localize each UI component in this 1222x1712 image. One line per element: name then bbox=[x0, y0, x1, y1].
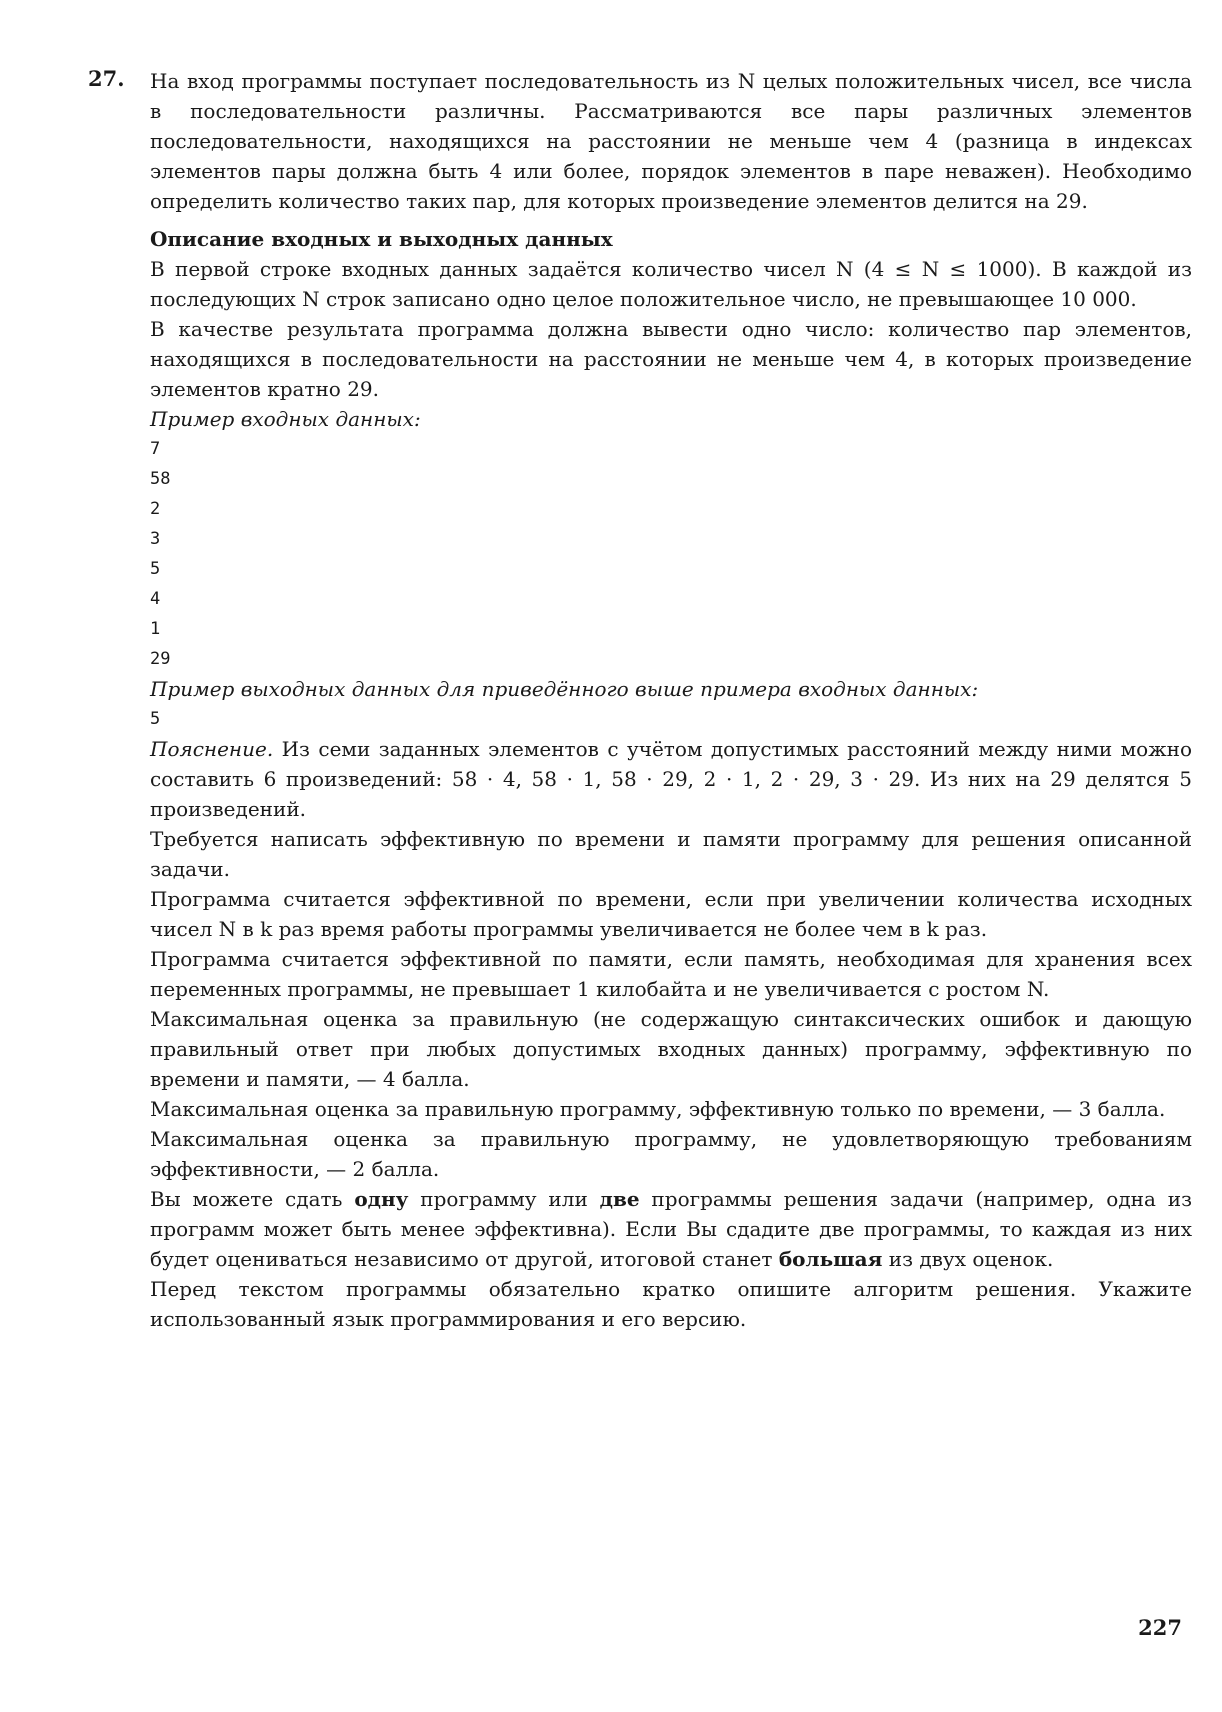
submission-rules bbox=[150, 1184, 1192, 1274]
task-content bbox=[150, 66, 1192, 1334]
requirement-memory: Программа считается эффективной по памяти, если память, необходимая для хранения всех переменных программы, не превышает 1 килобайта и не увеличивается с ростом N. bbox=[150, 947, 1192, 1001]
task-intro: На вход программы поступает последовательность из N целых положительных чисел, все числа в последовательности различны. Рассматриваются все пары различных элементов последовательности, находящихся на расстоянии не меньше чем 4 (разница в индексах элементов пары должна быть 4 или более, порядок элементов в паре неважен). Необходимо определить количество таких пар, для которых произведение элементов делится на 29. bbox=[150, 69, 1192, 213]
example-input-list bbox=[150, 434, 1192, 674]
score-4-points: Максимальная оценка за правильную (не содержащую синтаксических ошибок и дающую правильный ответ при любых допустимых входных данных) программу, эффективную по времени и памяти, — 4 балла. bbox=[150, 1007, 1192, 1091]
example-input-line: 2 bbox=[150, 499, 161, 519]
submission-emphasis: одну bbox=[354, 1187, 409, 1211]
submission-emphasis: большая bbox=[778, 1247, 883, 1271]
task-number: 27. bbox=[88, 66, 125, 91]
explanation-label: Пояснение. bbox=[150, 737, 274, 761]
submission-text: программы решения задачи (например, одна из программ может быть менее эффективна). Если Вы сдадите две программы, то каждая из них будет оцениваться независимо от другой, итоговой станет bbox=[150, 1187, 1192, 1271]
io-section-heading: Описание входных и выходных данных bbox=[150, 227, 613, 251]
example-input-line: 58 bbox=[150, 469, 171, 489]
explanation-paragraph bbox=[150, 734, 1192, 824]
score-3-points: Максимальная оценка за правильную программу, эффективную только по времени, — 3 балла. bbox=[150, 1097, 1166, 1121]
score-2-points: Максимальная оценка за правильную программу, не удовлетворяющую требованиям эффективности, — 2 балла. bbox=[150, 1127, 1192, 1181]
example-input-line: 3 bbox=[150, 529, 161, 549]
submission-text: Вы можете сдать bbox=[150, 1187, 355, 1211]
example-input-line: 7 bbox=[150, 439, 161, 459]
requirement-time: Программа считается эффективной по времени, если при увеличении количества исходных чисел N в k раз время работы программы увеличивается не более чем в k раз. bbox=[150, 887, 1192, 941]
example-input-line: 5 bbox=[150, 559, 161, 579]
submission-text: из двух оценок. bbox=[882, 1247, 1054, 1271]
example-input-line: 4 bbox=[150, 589, 161, 609]
page-number: 227 bbox=[1138, 1615, 1182, 1640]
example-output-label: Пример выходных данных для приведённого выше примера входных данных: bbox=[150, 677, 979, 701]
example-input-line: 1 bbox=[150, 619, 161, 639]
output-description: В качестве результата программа должна вывести одно число: количество пар элементов, находящихся в последовательности на расстоянии не меньше чем 4, в которых произведение элементов кратно 29. bbox=[150, 317, 1192, 401]
final-instructions: Перед текстом программы обязательно кратко опишите алгоритм решения. Укажите использованный язык программирования и его версию. bbox=[150, 1277, 1192, 1331]
explanation-text: Из семи заданных элементов с учётом допустимых расстояний между ними можно составить 6 произведений: 58 · 4, 58 · 1, 58 · 29, 2 · 1, 2 · 29, 3 · 29. Из них на 29 делятся 5 произведений. bbox=[150, 737, 1192, 821]
submission-emphasis: две bbox=[599, 1187, 640, 1211]
input-description: В первой строке входных данных задаётся количество чисел N (4 ≤ N ≤ 1000). В каждой из последующих N строк записано одно целое положительное число, не превышающее 10 000. bbox=[150, 257, 1192, 311]
requirement-task: Требуется написать эффективную по времени и памяти программу для решения описанной задачи. bbox=[150, 827, 1192, 881]
example-output-value: 5 bbox=[150, 709, 161, 729]
example-input-label: Пример входных данных: bbox=[150, 407, 421, 431]
submission-text: программу или bbox=[408, 1187, 600, 1211]
example-input-line: 29 bbox=[150, 649, 171, 669]
